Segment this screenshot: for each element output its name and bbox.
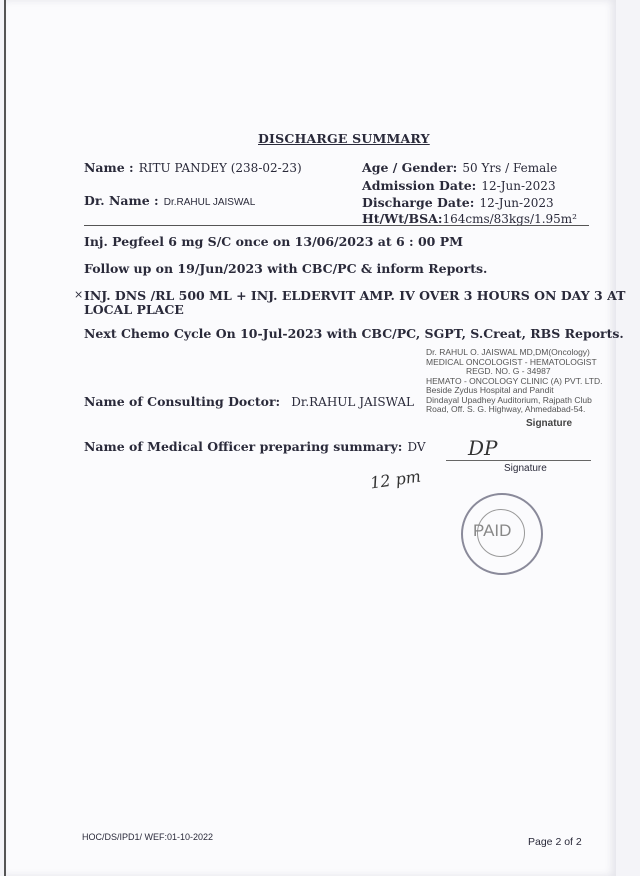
form-code: HOC/DS/IPD1/ WEF:01-10-2022 — [82, 832, 214, 842]
paid-seal: PAID — [461, 493, 543, 575]
officer-initials-signature: DP — [468, 436, 498, 460]
doctor-stamp: Dr. RAHUL O. JAISWAL MD,DM(Oncology) MEDICAL ONCOLOGIST - HEMATOLOGIST REGD. NO. G - 34987 HEMATO - ONCOLOGY CLINIC (A) PVT. LTD. Beside Zydus Hospital and Pandit Dindayal Upadhey Auditorium, Rajpath Club Road, Off. S. G. Highway, Ahmedabad-54. — [426, 347, 603, 414]
divider — [84, 225, 589, 226]
signature-line — [446, 460, 591, 461]
handwritten-time: 12 pm — [368, 466, 422, 493]
instruction-follow-up: Follow up on 19/Jun/2023 with CBC/PC & inform Reports. — [84, 261, 488, 276]
age-gender: Age / Gender: 50 Yrs / Female — [362, 160, 558, 175]
cross-mark-icon: × — [74, 288, 84, 301]
document-page — [4, 0, 626, 876]
officer-signature-label: Signature — [504, 463, 547, 474]
doctor-name: Dr. Name : Dr.RAHUL JAISWAL — [84, 193, 256, 208]
instruction-next-chemo: Next Chemo Cycle On 10-Jul-2023 with CBC/PC, SGPT, S.Creat, RBS Reports. — [84, 326, 624, 341]
consulting-signature-label: Signature — [526, 418, 573, 429]
ht-wt-bsa: Ht/Wt/BSA:164cms/83kgs/1.95m² — [362, 211, 577, 226]
instruction-dns-cont: LOCAL PLACE — [84, 302, 184, 317]
page-number: Page 2 of 2 — [528, 836, 582, 848]
admission-date: Admission Date: 12-Jun-2023 — [362, 178, 556, 193]
instruction-pegfeel: Inj. Pegfeel 6 mg S/C once on 13/06/2023 at 6 : 00 PM — [84, 234, 463, 249]
discharge-date: Discharge Date: 12-Jun-2023 — [362, 195, 554, 210]
medical-officer: Name of Medical Officer preparing summary: DV — [84, 439, 426, 454]
consulting-doctor: Name of Consulting Doctor: Dr.RAHUL JAISWAL — [84, 394, 415, 409]
instruction-dns: INJ. DNS /RL 500 ML + INJ. ELDERVIT AMP. IV OVER 3 HOURS ON DAY 3 AT — [84, 288, 626, 303]
patient-name: Name : RITU PANDEY (238-02-23) — [84, 160, 302, 175]
document-title: DISCHARGE SUMMARY — [258, 131, 430, 146]
